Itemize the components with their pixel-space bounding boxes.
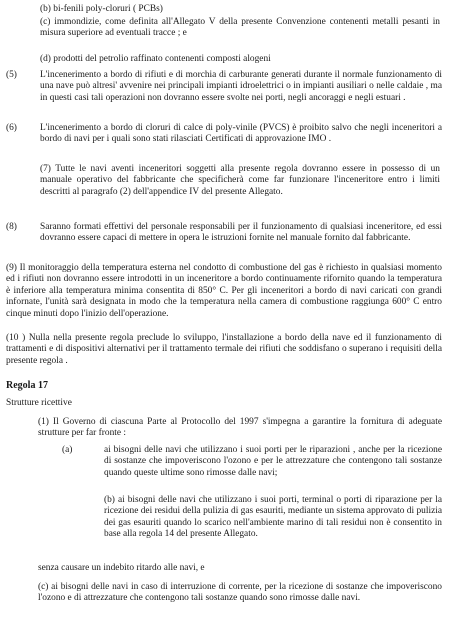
regola-item-c-text: (c) ai bisogni delle navi in caso di interruzione di corrente, per la ricezione di sostanze che impoveriscono l'ozono e di attrezzature che contengono tali sostanze quando sono rimosse dalle navi. <box>38 582 442 604</box>
para-5-text: L'incenerimento a bordo di rifiuti e di morchia di carburante generati durante il normale funzionamento di una nave può altresi' avvenire nei principali impianti idroelettrici o in impianti ausiliari o nelle caldaie , ma in questi casi tali operazioni non dovranno essere svolte nei porti, negli ancoraggi e negli estuari . <box>40 70 442 103</box>
para-7-text: (7) Tutte le navi aventi inceneritori soggetti alla presente regola dovranno essere in possesso di un manuale operativo del fabbricante che specificherà come far funzionare l'inceneritore entro i limiti descritti al paragrafo (2) dell'appendice IV del presente Allegato. <box>40 164 440 197</box>
regola-item-a-label: (a) <box>62 445 73 455</box>
regola-para-1: (1) Il Governo di ciascuna Parte al Protocollo del 1997 s'impegna a garantire la fornitura di adeguate strutture per far fronte : <box>38 417 442 439</box>
regola-heading: Regola 17 <box>6 380 48 391</box>
para-6-number: (6) <box>6 123 17 133</box>
para-5-number: (5) <box>6 70 17 80</box>
item-d: (d) prodotti del petrolio raffinato contenenti composti alogeni <box>40 54 271 64</box>
para-8-number: (8) <box>6 222 17 232</box>
regola-subheading: Strutture ricettive <box>6 398 72 408</box>
para-8-text: Saranno formati effettivi del personale responsabili per il funzionamento di qualsiasi inceneritore, ed essi dovranno essere capaci di mettere in opera le istruzioni fornite nel manuale fornito dal fabbricante. <box>40 222 442 244</box>
para-10-text: (10 ) Nulla nella presente regola preclude lo sviluppo, l'installazione a bordo della nave ed il funzionamento di trattamenti e di dispositivi alternativi per il trattamento termale dei rifiuti che soddisfano o superano i requisiti della presente regola . <box>6 333 442 366</box>
para-6-text: L'incenerimento a bordo di cloruri di calce di poly-vinile (PVCS) è proibito salvo che negli inceneritori a bordo di navi per i quali sono stati rilasciati Certificati di approvazione IMO . <box>40 123 442 145</box>
regola-item-b-text: (b) ai bisogni delle navi che utilizzano i suoi porti, terminal o porti di riparazione per la ricezione dei residui della pulizia di gas esauriti, mediante un sistema approvato di pulizia dei gas esauriti quando lo scarico nell'ambiente marino di tali residui non è consentito in base alla regola 14 del presente Allegato. <box>104 495 442 540</box>
para-9-text: (9) Il monitoraggio della temperatura esterna nel condotto di combustione del gas è richiesto in qualsiasi momento ed i rifiuti non dovranno essere introdotti in un inceneritore a bordo continuamente rifornito quando la temperatura è inferiore alla temperatura minima consentita di 850° C. Per gli inceneritori a bordo di navi caricati con grandi infornate, l'unità sarà designata in modo che la temperatura nella camera di combustione raggiunga 600° C entro cinque minuti dopo l'inizio dell'operazione. <box>6 263 442 319</box>
regola-item-a-text: ai bisogni delle navi che utilizzano i suoi porti per le riparazioni , anche per la ricezione di sostanze che impoveriscono l'ozono e per le attrezzature che contengono tali sostanze quando queste ultime sono rimosse dalle navi; <box>104 445 442 478</box>
item-b: (b) bi-fenili poly-cloruri ( PCBs) <box>40 4 163 14</box>
item-c: (c) immondizie, come definita all'Allegato V della presente Convenzione contenenti metalli pesanti in misura superiore ad eventuali tracce ; e <box>40 17 440 39</box>
regola-senza-text: senza causare un indebito ritardo alle navi, e <box>38 563 205 573</box>
